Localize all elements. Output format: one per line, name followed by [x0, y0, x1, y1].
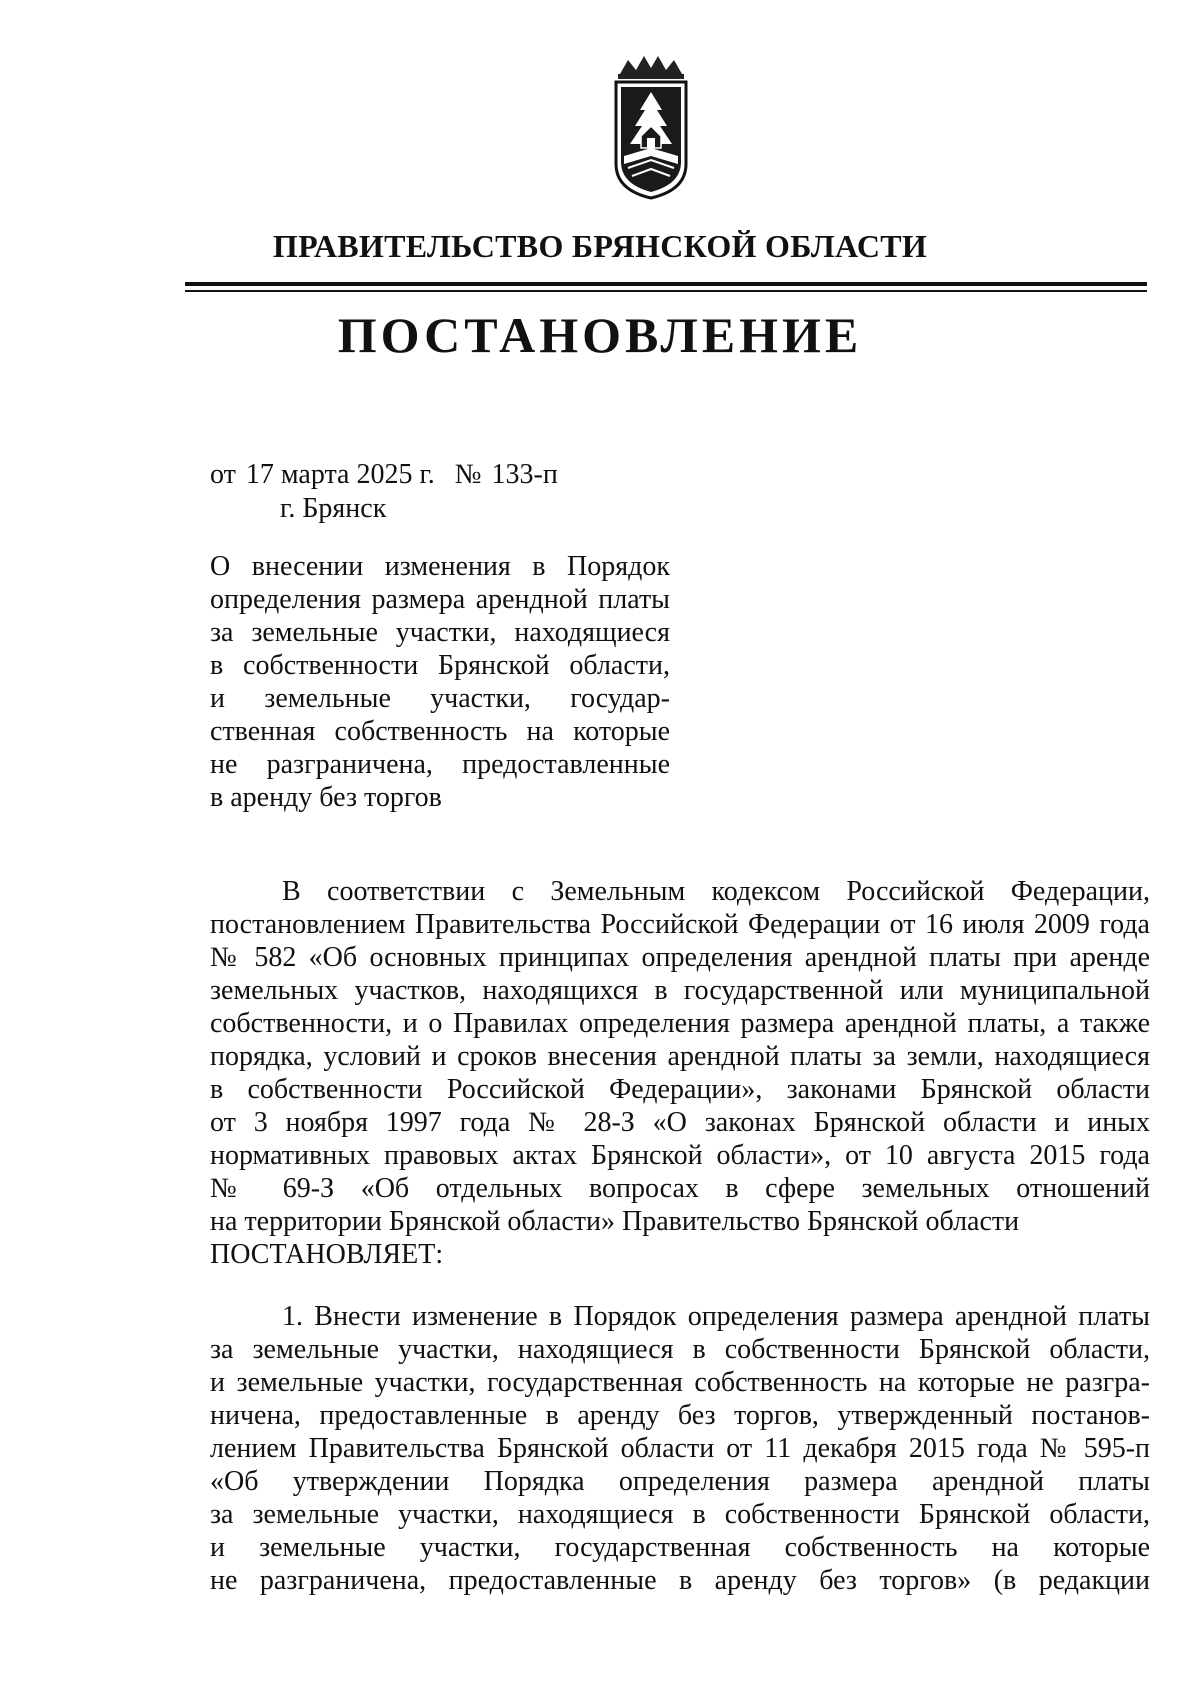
item-1-line: за земельные участки, находящиеся в собственности Брянской области, [210, 1334, 1150, 1365]
document-type-title: ПОСТАНОВЛЕНИЕ [337, 307, 863, 363]
preamble-line: № 582 «Об основных принципах определения арендной платы при аренде [210, 942, 1150, 973]
subject-line: О внесении изменения в Порядок [210, 551, 670, 582]
subject-line: в аренду без торгов [210, 782, 442, 813]
subject-line: в собственности Брянской области, [210, 650, 670, 681]
item-1-line: ничена, предоставленные в аренду без торгов, утвержденный постанов- [210, 1400, 1150, 1431]
date-number-line [210, 458, 558, 492]
header-rule-thin [185, 290, 1147, 292]
item-1-line: за земельные участки, находящиеся в собственности Брянской области, [210, 1499, 1150, 1530]
authority-name: ПРАВИТЕЛЬСТВО БРЯНСКОЙ ОБЛАСТИ [272, 228, 928, 264]
subject-line: определения размера арендной платы [210, 584, 670, 615]
item-1-paragraph [210, 1300, 1150, 1597]
preamble-line: земельных участков, находящихся в государственной или муниципальной [210, 975, 1150, 1006]
item-1-line: и земельные участки, государственная собственность на которые не разгра- [210, 1367, 1150, 1398]
item-1-line: и земельные участки, государственная собственность на которые [210, 1532, 1150, 1563]
preamble-line: порядка, условий и сроков внесения арендной платы за земли, находящиеся [210, 1041, 1150, 1072]
subject-line: не разграничена, предоставленные [210, 749, 670, 780]
subject-line: ственная собственность на которые [210, 716, 670, 747]
preamble-line: постановлением Правительства Российской Федерации от 16 июля 2009 года [210, 909, 1150, 940]
preamble-line: В соответствии с Земельным кодексом Российской Федерации, [282, 876, 1150, 907]
preamble-line: от 3 ноября 1997 года № 28-З «О законах Брянской области и иных [210, 1107, 1150, 1138]
document-date: 17 марта 2025 г. [245, 459, 435, 490]
preamble-line: собственности, и о Правилах определения размера арендной платы, а также [210, 1008, 1150, 1039]
document-subject [210, 550, 670, 814]
document-city: г. Брянск [280, 493, 387, 524]
document-number: 133-п [491, 459, 558, 490]
number-sign: № [454, 459, 482, 490]
preamble-line: № 69-З «Об отдельных вопросах в сфере земельных отношений [210, 1173, 1150, 1204]
item-1-line: лением Правительства Брянской области от 11 декабря 2015 года № 595-п [210, 1433, 1150, 1464]
header-rule-thick [185, 282, 1147, 286]
item-1-line: «Об утверждении Порядка определения размера арендной платы [210, 1466, 1150, 1497]
preamble-line: нормативных правовых актах Брянской области», от 10 августа 2015 года [210, 1140, 1150, 1171]
resolves-keyword: ПОСТАНОВЛЯЕТ: [210, 1239, 444, 1270]
date-prefix: от [210, 459, 236, 490]
document-meta [210, 458, 558, 526]
subject-line: и земельные участки, государ- [210, 683, 670, 714]
item-1-line: не разграничена, предоставленные в аренду без торгов» (в редакции [210, 1565, 1150, 1596]
preamble-line: в собственности Российской Федерации», законами Брянской области [210, 1074, 1150, 1105]
subject-line: за земельные участки, находящиеся [210, 617, 670, 648]
preamble-line: на территории Брянской области» Правительство Брянской области [210, 1206, 1020, 1237]
preamble-paragraph [210, 875, 1150, 1271]
item-1-line: 1. Внести изменение в Порядок определения размера арендной платы [282, 1301, 1150, 1332]
coat-of-arms-icon [606, 52, 696, 202]
